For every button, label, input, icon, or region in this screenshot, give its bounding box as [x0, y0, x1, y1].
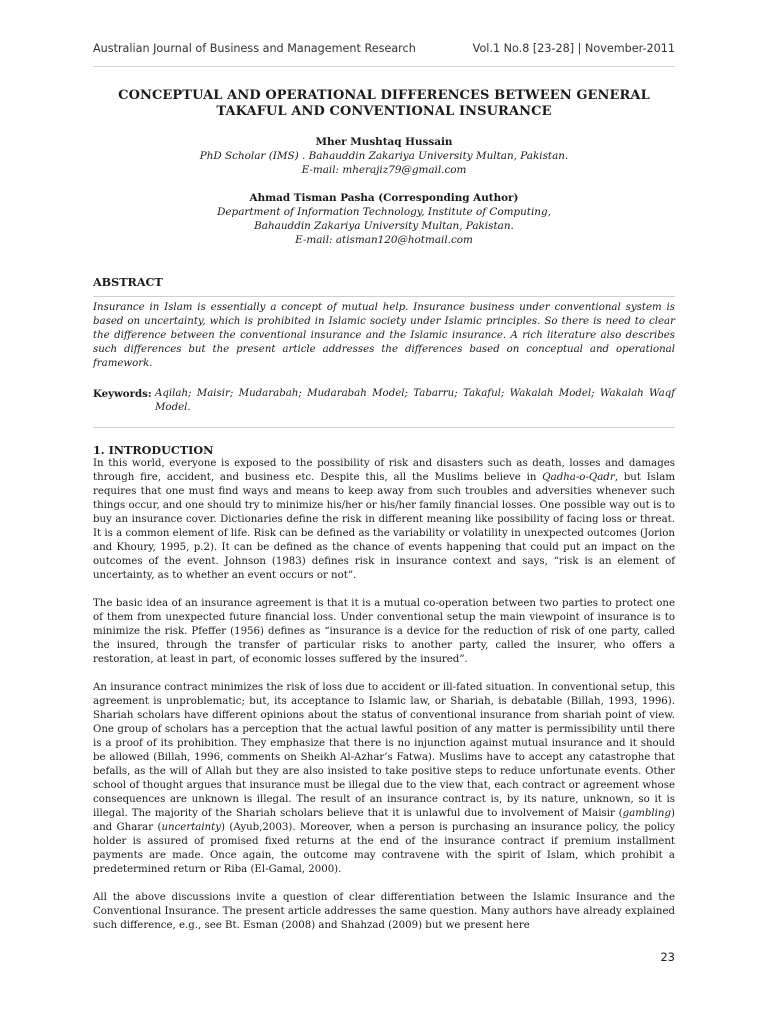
issue-info: Vol.1 No.8 [23-28] | November-2011 — [472, 42, 675, 55]
italic-term: uncertainty — [161, 822, 222, 833]
author-affiliation: Bahauddin Zakariya University Multan, Pakistan. — [254, 220, 514, 232]
text-run: An insurance contract minimizes the risk of loss due to accident or ill-fated situation. In conventional setup, this agreement is unproblematic; but, its acceptance to Islamic law, or Shariah, is debatable (Billah, 1993, 1996). Shariah scholars have different opinions about the status of conventional insurance from shariah point of view. One group of scholars has a perception that the actual lawful position of any matter is permissibility until there is a proof of its prohibition. They emphasize that there is no injunction against mutual insurance and it should be allowed (Billah, 1996, comments on Sheikh Al-Azhar’s Fatwa). Muslims have to accept any catastrophe that befalls, as the will of Allah but they are also insisted to take positive steps to reduce unfortunate events. Other school of thought argues that insurance must be illegal due to the view that, each contract or agreement whose consequences are unknown is illegal. The result of an insurance contract is, by its nature, unknown, so it is illegal. The majority of the Shariah scholars believe that it is unlawful due to involvement of Maisir ( — [93, 682, 675, 819]
author-block-2 — [93, 191, 675, 247]
title-line-2: TAKAFUL AND CONVENTIONAL INSURANCE — [216, 104, 552, 119]
page-number: 23 — [660, 950, 675, 964]
paper-title — [93, 88, 675, 120]
running-header — [93, 42, 675, 55]
paragraph: All the above discussions invite a question of clear differentiation between the Islamic Insurance and the Conventional Insurance. The present article addresses the same question. Many authors have already explained such difference, e.g., see Bt. Esman (2008) and Shahzad (2009) but we present here — [93, 892, 675, 931]
keywords — [93, 387, 675, 415]
header-divider — [93, 66, 675, 67]
keywords-bottom-rule — [93, 427, 675, 428]
author-affiliation: PhD Scholar (IMS) . Bahauddin Zakariya University Multan, Pakistan. — [199, 150, 569, 162]
text-run: In this world, everyone is exposed to the possibility of risk and disasters such as death, losses and damages through fire, accident, and business etc. Despite this, all the Muslims believe in — [93, 458, 675, 483]
author-name: Ahmad Tisman Pasha (Corresponding Author) — [249, 192, 519, 204]
italic-term: gambling — [622, 808, 672, 819]
italic-term: Qadha-o-Qadr — [542, 472, 615, 483]
author-email: E-mail: atisman120@hotmail.com — [295, 234, 473, 246]
abstract-text: Insurance in Islam is essentially a concept of mutual help. Insurance business under conventional system is based on uncertainty, which is prohibited in Islamic society under Islamic principles. So there is need to clear the difference between the conventional insurance and the Islamic insurance. A rich literature also describes such differences but the present article addresses the differences based on conceptual and operational framework. — [93, 302, 675, 369]
author-affiliation: Department of Information Technology, Institute of Computing, — [217, 206, 551, 218]
journal-name: Australian Journal of Business and Management Research — [93, 42, 416, 55]
text-run: , but Islam requires that one must find ways and means to keep away from such troubles and adversities whenever such things occur, and one should try to minimize his/her or his/her family financial losses. One possible way out is to buy an insurance cover. Dictionaries define the risk in different meaning like possibility of facing loss or threat. It is a common element of life. Risk can be defined as the variability or volatility in unexpected outcomes (Jorion and Khoury, 1995, p.2). It can be defined as the chance of events happening that could put an impact on the outcomes of the event. Johnson (1983) defines risk in insurance context and says, “risk is an element of uncertainty, as to whether an event occurs or not”. — [93, 472, 675, 581]
author-email: E-mail: mherajiz79@gmail.com — [301, 164, 467, 176]
author-name: Mher Mushtaq Hussain — [315, 136, 453, 148]
paragraph: The basic idea of an insurance agreement is that it is a mutual co-operation between two parties to protect one of them from unexpected future financial loss. Under conventional setup the main viewpoint of insurance is to minimize the risk. Pfeffer (1956) defines as “insurance is a device for the reduction of risk of one party, called the insured, through the transfer of particular risks to another party, called the insurer, who offers a restoration, at least in part, of economic losses suffered by the insured”. — [93, 598, 675, 665]
keywords-label: Keywords: — [93, 388, 152, 400]
keywords-list: Aqilah; Maisir; Mudarabah; Mudarabah Model; Tabarru; Takaful; Wakalah Model; Wakalah Waqf Model. — [155, 388, 675, 413]
author-block-1 — [93, 135, 675, 177]
paragraph — [93, 681, 675, 877]
abstract-top-rule — [93, 296, 675, 297]
abstract-heading: ABSTRACT — [93, 275, 163, 289]
introduction-heading: 1. INTRODUCTION — [93, 443, 214, 457]
text-run: ) (Ayub,2003). Moreover, when a person is purchasing an insurance policy, the policy holder is assured of promised fixed returns at the end of the insurance contract if premium installment payments are made. Once again, the outcome may contravene with the spirit of Islam, which prohibit a predetermined return or Riba (El-Gamal, 2000). — [93, 822, 675, 875]
paragraph — [93, 457, 675, 583]
title-line-1: CONCEPTUAL AND OPERATIONAL DIFFERENCES BETWEEN GENERAL — [118, 88, 650, 103]
introduction-body — [93, 457, 675, 947]
text-run: ) and Gharar ( — [93, 808, 675, 833]
